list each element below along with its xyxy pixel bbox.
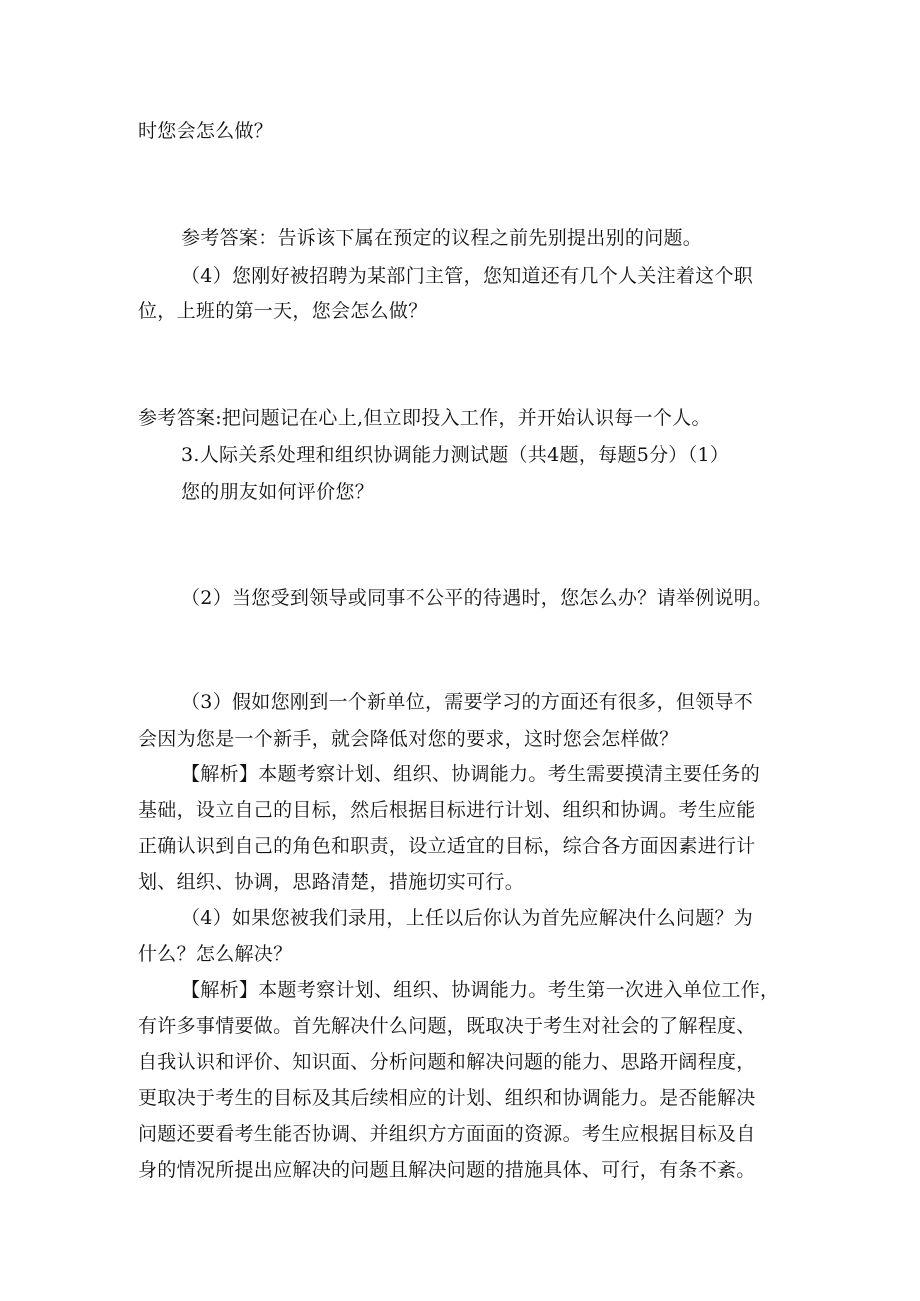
- text-line-1: 时您会怎么做？: [138, 120, 274, 142]
- text-line-7: 您的朋友如何评价您？: [181, 481, 375, 503]
- text-line-10: 会因为您是一个新手，就会降低对您的要求，这时您会怎样做？: [138, 728, 679, 750]
- text-line-20: 更取决于考生的目标及其后续相应的计划、组织和协调能力。是否能解决: [138, 1087, 756, 1109]
- text-line-5: 参考答案:把问题记在心上,但立即投入工作，并开始认识每一个人。: [138, 407, 711, 429]
- text-line-15: （4）如果您被我们录用，上任以后你认为首先应解决什么问题？为: [181, 907, 754, 929]
- text-line-16: 什么？怎么解决？: [138, 943, 293, 965]
- text-line-4: 位，上班的第一天，您会怎么做？: [138, 300, 428, 322]
- text-line-11: 【解析】本题考察计划、组织、协调能力。考生需要摸清主要任务的: [181, 763, 761, 785]
- text-line-12: 基础，设立自己的目标，然后根据目标进行计划、组织和协调。考生应能: [138, 799, 756, 821]
- text-line-13: 正确认识到自己的角色和职责，设立适宜的目标，综合各方面因素进行计: [138, 835, 756, 857]
- text-line-6: 3.人际关系处理和组织协调能力测试题（共4题，每题5分）（1）: [181, 444, 730, 466]
- text-line-17: 【解析】本题考察计划、组织、协调能力。考生第一次进入单位工作，: [181, 979, 780, 1001]
- text-line-19: 自我认识和评价、知识面、分析问题和解决问题的能力、思路开阔程度，: [138, 1051, 756, 1073]
- text-line-2: 参考答案：告诉该下属在预定的议程之前先别提出别的问题。: [181, 227, 703, 249]
- text-line-22: 身的情况所提出应解决的问题且解决问题的措施具体、可行，有条不紊。: [138, 1159, 756, 1181]
- text-line-21: 问题还要看考生能否协调、并组织方方面面的资源。考生应根据目标及自: [138, 1123, 756, 1145]
- text-line-14: 划、组织、协调，思路清楚，措施切实可行。: [138, 871, 525, 893]
- text-line-8: （2）当您受到领导或同事不公平的待遇时，您怎么办？请举例说明。: [181, 587, 773, 609]
- text-line-18: 有许多事情要做。首先解决什么问题，既取决于考生对社会的了解程度、: [138, 1015, 756, 1037]
- text-line-9: （3）假如您刚到一个新单位，需要学习的方面还有很多，但领导不: [181, 691, 754, 713]
- text-line-3: （4）您刚好被招聘为某部门主管，您知道还有几个人关注着这个职: [181, 265, 754, 287]
